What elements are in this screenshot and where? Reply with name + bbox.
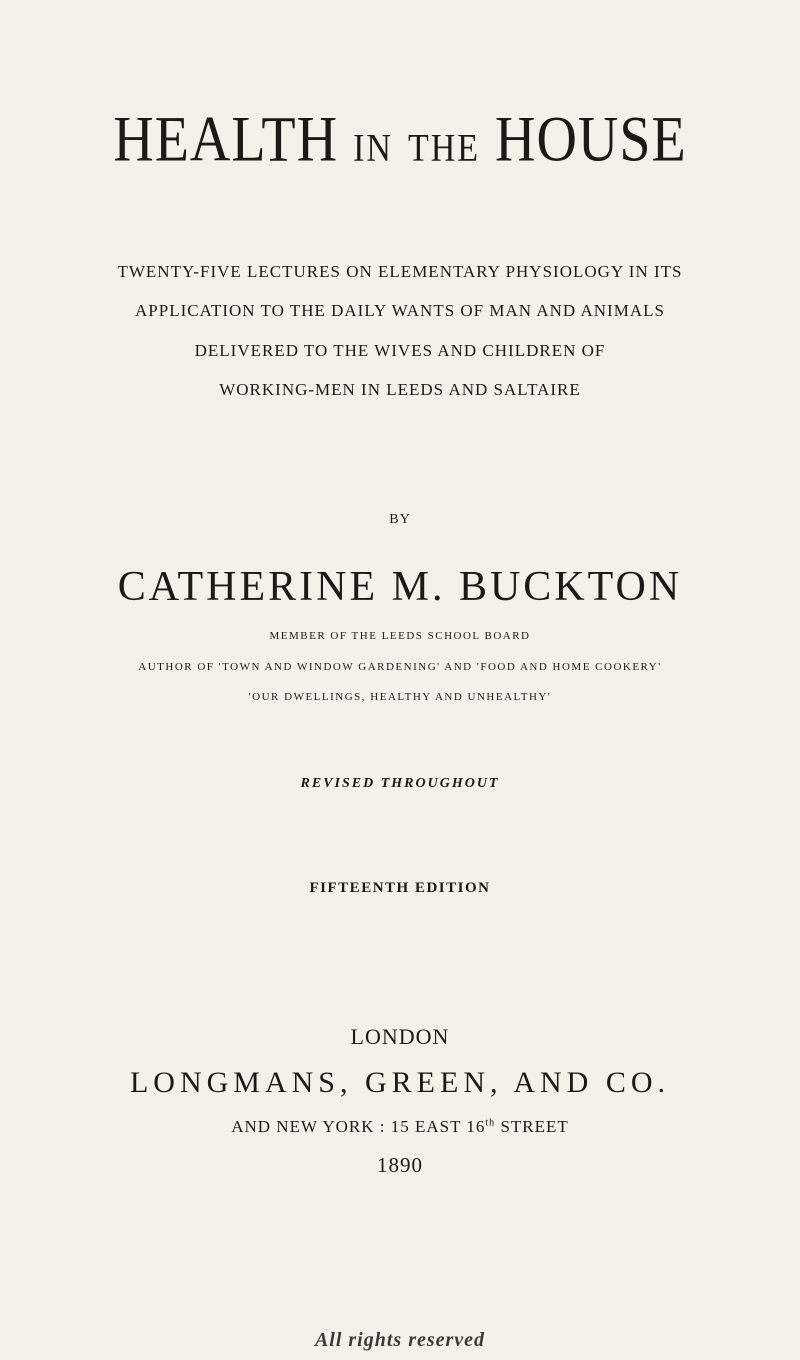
address-superscript: th	[485, 1117, 496, 1129]
title-word-the: THE	[407, 127, 481, 170]
author-credential-1: MEMBER OF THE LEEDS SCHOOL BOARD	[269, 630, 531, 642]
publisher-address	[0, 1117, 800, 1137]
book-title	[0, 104, 800, 176]
author-credential-3: 'OUR DWELLINGS, HEALTHY AND UNHEALTHY'	[248, 691, 552, 703]
rights-notice: All rights reserved	[314, 1329, 486, 1351]
author-name: CATHERINE M. BUCKTON	[117, 564, 683, 610]
address-prefix: AND NEW YORK : 15 EAST 16	[231, 1117, 486, 1136]
subtitle-line-4: WORKING-MEN IN LEEDS AND SALTAIRE	[219, 380, 581, 399]
revised-note: REVISED THROUGHOUT	[300, 776, 500, 791]
by-label: BY	[389, 512, 411, 527]
publisher-name: LONGMANS, GREEN, AND CO.	[129, 1066, 670, 1099]
subtitle-line-3: DELIVERED TO THE WIVES AND CHILDREN OF	[194, 341, 606, 360]
title-word-house: HOUSE	[495, 104, 687, 176]
author-credential-2: AUTHOR OF 'TOWN AND WINDOW GARDENING' AND 'FOOD AND HOME COOKERY'	[138, 661, 662, 673]
title-word-health: HEALTH	[113, 104, 339, 176]
imprint-city: LONDON	[350, 1024, 450, 1049]
edition-label: FIFTEENTH EDITION	[309, 880, 491, 896]
subtitle-line-2: APPLICATION TO THE DAILY WANTS OF MAN AND ANIMALS	[135, 301, 665, 320]
address-suffix: STREET	[500, 1117, 569, 1136]
subtitle-line-1: TWENTY-FIVE LECTURES ON ELEMENTARY PHYSIOLOGY IN ITS	[117, 262, 683, 281]
publication-year: 1890	[377, 1153, 423, 1177]
title-word-in: IN	[353, 127, 393, 170]
